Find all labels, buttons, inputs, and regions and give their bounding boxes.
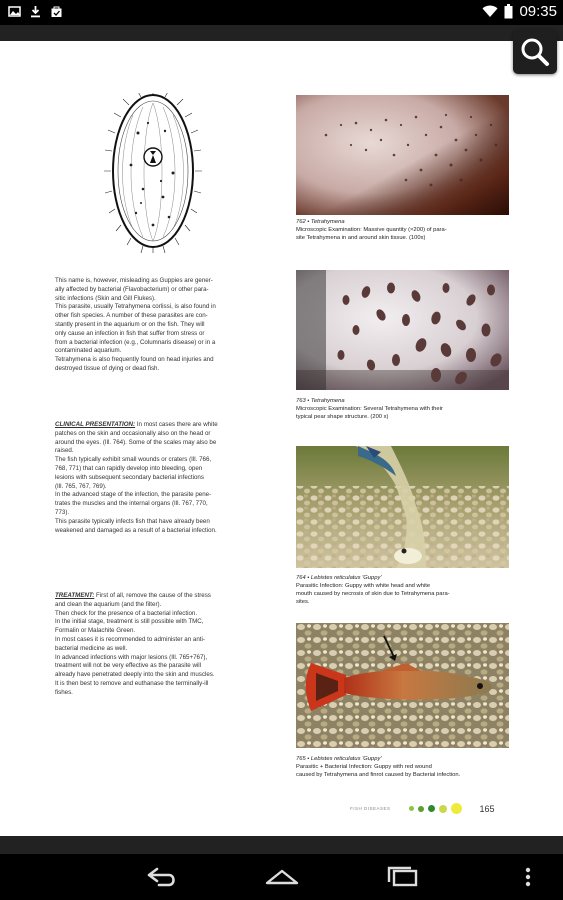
clinical-heading: CLINICAL PRESENTATION: <box>55 421 136 428</box>
text-line: First of all, remove the cause of the stress <box>96 592 211 599</box>
navigation-bar <box>0 854 563 900</box>
wifi-icon <box>482 5 498 18</box>
text-line: lesions with subsequent secondary bacterial infections <box>55 473 204 481</box>
recent-apps-button[interactable] <box>372 862 432 892</box>
overflow-menu-icon <box>524 866 532 888</box>
figure-caption-763 <box>296 397 511 421</box>
text-line: In the initial stage, treatment is still possible with TMC, <box>55 618 204 626</box>
text-line: This name is, however, misleading as Guppies are gener- <box>55 277 213 284</box>
guppy-photo-764 <box>296 446 509 568</box>
caption-line: Microscopic Examination: Massive quantity (×200) of para- <box>296 227 447 233</box>
reader-top-strip <box>0 25 563 41</box>
figure-title: 764 • Lebistes reticulatus 'Guppy' <box>296 575 382 581</box>
text-line: trates the muscles and the internal organs (Ill. 767, 770, <box>55 500 208 508</box>
page-number: 165 <box>479 803 495 814</box>
footer-dot <box>418 806 424 812</box>
figure-title: 763 • Tetrahymena <box>296 398 345 404</box>
back-button[interactable] <box>132 862 192 892</box>
back-icon <box>145 867 179 887</box>
footer-dot <box>451 803 462 814</box>
text-line: Tetrahymena is also frequently found on head injuries and <box>55 356 214 364</box>
text-line: stantly present in the aquarium or on the fish. They will <box>55 320 205 328</box>
download-icon <box>29 5 42 18</box>
text-line: bacterial medicine as well. <box>55 644 128 652</box>
status-bar <box>0 0 563 25</box>
text-line: In advanced infections with major lesions (Ill. 765+767), <box>55 653 208 661</box>
text-line: destroyed tissue of dying or dead fish. <box>55 364 160 372</box>
figure-title: 762 • Tetrahymena <box>296 219 345 225</box>
text-line: from a bacterial infection (e.g., Columnaris disease) or in a <box>55 338 216 346</box>
text-line: In most cases there are white <box>136 421 218 428</box>
reader-bottom-strip <box>0 836 563 854</box>
footer-dot <box>439 805 447 813</box>
text-line: contaminated aquarium. <box>55 347 122 355</box>
intro-paragraph <box>55 277 270 374</box>
search-button[interactable] <box>513 30 557 74</box>
page-footer <box>350 803 495 814</box>
text-line: The fish typically exhibit small wounds or craters (Ill. 766, <box>55 456 212 464</box>
figure-caption-764 <box>296 574 511 606</box>
text-line: around the eyes. (Ill. 764). Some of the scales may also be <box>55 438 217 446</box>
figure-title: 765 • Lebistes reticulatus 'Guppy' <box>296 756 382 762</box>
home-icon <box>264 867 300 887</box>
text-line: 773). <box>55 508 70 516</box>
footer-dot <box>428 805 435 812</box>
clinical-presentation-paragraph <box>55 421 270 535</box>
section-label: FISH DISEASES <box>350 806 391 811</box>
text-line: raised. <box>55 447 74 455</box>
text-line: 768, 771) that can rapidly develop into bleeding, open <box>55 464 203 472</box>
text-line: Then check for the presence of a bacterial infection. <box>55 609 198 617</box>
text-line: This parasite, usually Tetrahymena corlissi, is also found in <box>55 303 216 311</box>
text-line: In the advanced stage of the infection, the parasite pene- <box>55 491 212 499</box>
text-line: treatment will not be very effective as the parasite will <box>55 662 202 670</box>
text-line: other fish species. A number of these parasites are con- <box>55 312 208 320</box>
figure-caption-765 <box>296 755 511 779</box>
text-line: only cause an infection in fish that suffer from stress or <box>55 329 205 337</box>
tetrahymena-illustration <box>103 93 203 253</box>
text-line: sitic infections (Skin and Gill Flukes). <box>55 294 156 302</box>
book-page[interactable] <box>0 41 563 836</box>
caption-line: Parasitic + Bacterial Infection: Guppy with red wound <box>296 764 432 770</box>
text-line: Formalin or Malachite Green. <box>55 627 136 635</box>
text-line: and clean the aquarium (and the filter). <box>55 600 162 608</box>
status-time: 09:35 <box>519 3 557 20</box>
caption-line: caused by Tetrahymena and finrot caused by Bacterial infection. <box>296 772 461 778</box>
overflow-menu-button[interactable] <box>508 862 548 892</box>
figure-caption-762 <box>296 218 511 242</box>
caption-line: sites. <box>296 599 310 605</box>
recent-apps-icon <box>385 866 419 888</box>
text-line: already have penetrated deeply into the skin and muscles. <box>55 671 215 679</box>
treatment-heading: TREATMENT: <box>55 592 95 599</box>
micrograph-photo-763 <box>296 270 509 390</box>
shopping-bag-icon <box>50 5 63 18</box>
guppy-photo-765 <box>296 623 509 748</box>
search-icon <box>513 30 557 74</box>
treatment-paragraph <box>55 592 270 698</box>
text-line: It is then best to remove and euthanase the terminally-ill <box>55 679 209 687</box>
caption-line: Parasitic Infection: Guppy with white head and white <box>296 583 431 589</box>
caption-line: typical pear shape structure. (200 x) <box>296 414 389 420</box>
footer-dot <box>409 806 414 811</box>
text-line: fishes. <box>55 688 73 696</box>
text-line: (Ill. 765, 767, 769). <box>55 482 107 490</box>
battery-icon <box>504 4 513 19</box>
text-line: weakened and damaged as a result of a bacterial infection. <box>55 526 217 534</box>
micrograph-photo-762 <box>296 95 509 215</box>
gallery-icon <box>8 5 21 18</box>
caption-line: mouth caused by necrosis of skin due to Tetrahymena para- <box>296 591 450 597</box>
text-line: In most cases it is recommended to administer an anti- <box>55 635 205 643</box>
caption-line: Microscopic Examination: Several Tetrahymena with their <box>296 406 443 412</box>
caption-line: site Tetrahymena in and around skin tissue. (100x) <box>296 235 426 241</box>
home-button[interactable] <box>252 862 312 892</box>
text-line: This parasite typically infects fish that have already been <box>55 517 210 525</box>
text-line: ally affected by bacterial (Flavobacterium) or other para- <box>55 285 209 293</box>
text-line: patches on the skin and occasionally also on the head or <box>55 429 211 437</box>
